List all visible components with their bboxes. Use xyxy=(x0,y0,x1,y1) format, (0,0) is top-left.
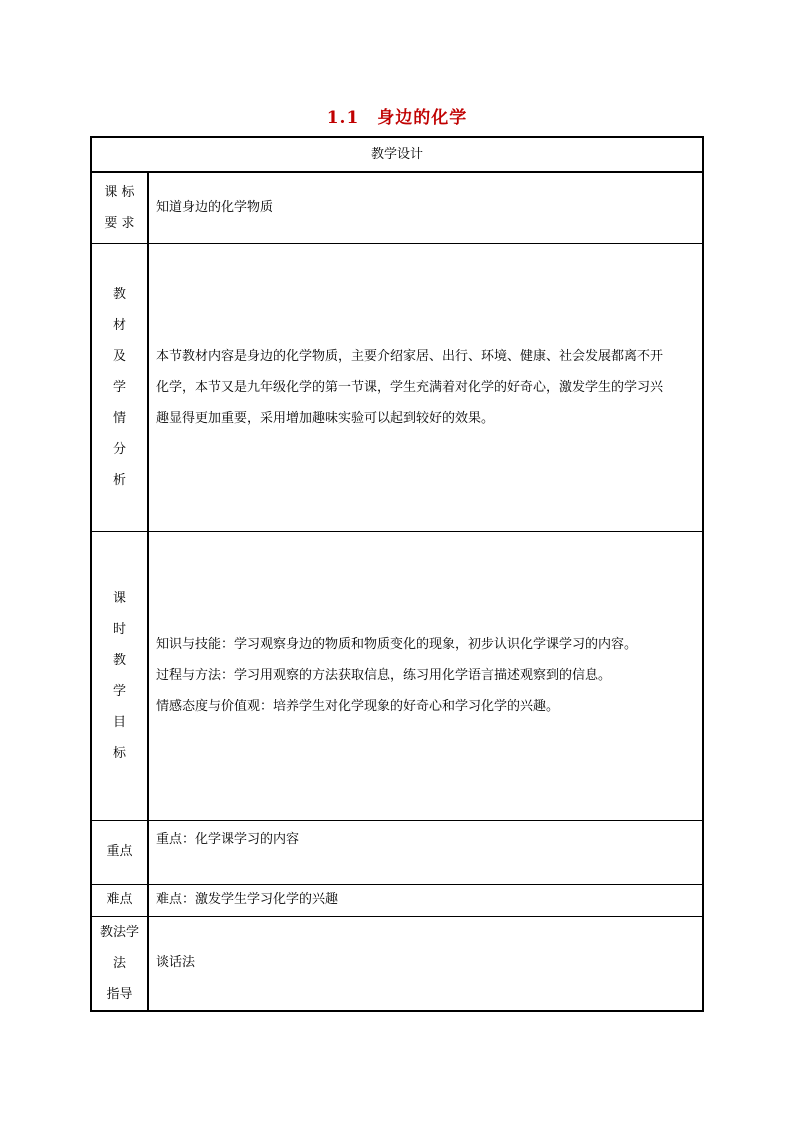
objectives-label-line: 课 xyxy=(112,590,126,606)
difficulty-row xyxy=(91,884,703,916)
objectives-label-line: 时 xyxy=(112,621,126,637)
analysis-content xyxy=(148,243,703,531)
analysis-row xyxy=(91,243,703,531)
teaching-design-table xyxy=(90,136,704,1012)
analysis-label-line: 教 xyxy=(112,286,126,302)
difficulty-label: 难点 xyxy=(91,884,148,916)
objectives-label-line: 目 xyxy=(112,714,126,730)
analysis-text-line: 趣显得更加重要，采用增加趣味实验可以起到较好的效果。 xyxy=(156,410,495,426)
analysis-label xyxy=(91,243,148,531)
method-label xyxy=(91,916,148,1011)
analysis-label-line: 分 xyxy=(112,441,126,457)
standards-label-line: 要 求 xyxy=(104,215,135,231)
standards-label xyxy=(91,172,148,243)
standards-row xyxy=(91,172,703,243)
objective-process: 过程与方法：学习用观察的方法获取信息，练习用化学语言描述观察到的信息。 xyxy=(156,668,612,683)
analysis-label-line: 学 xyxy=(112,379,126,395)
key-point-label: 重点 xyxy=(91,820,148,884)
key-point-content: 重点：化学课学习的内容 xyxy=(148,820,703,884)
objectives-label-line: 学 xyxy=(112,683,126,699)
table-header: 教学设计 xyxy=(91,137,703,172)
standards-content: 知道身边的化学物质 xyxy=(148,172,703,243)
objectives-row xyxy=(91,531,703,820)
document-title: 1.1 身边的化学 xyxy=(326,108,468,128)
method-label-line: 教法学 xyxy=(99,924,139,940)
analysis-label-line: 情 xyxy=(112,410,126,426)
standards-label-line: 课 标 xyxy=(104,184,135,200)
analysis-text-line: 本节教材内容是身边的化学物质，主要介绍家居、出行、环境、健康、社会发展都离不开 xyxy=(156,348,664,364)
objectives-label-line: 教 xyxy=(112,652,126,668)
method-label-line: 法 xyxy=(112,955,126,971)
analysis-label-line: 析 xyxy=(112,472,126,488)
difficulty-content: 难点：激发学生学习化学的兴趣 xyxy=(148,884,703,916)
header-row xyxy=(91,137,703,172)
objectives-label xyxy=(91,531,148,820)
key-point-row xyxy=(91,820,703,884)
analysis-label-line: 及 xyxy=(112,348,126,364)
objective-knowledge: 知识与技能：学习观察身边的物质和物质变化的现象，初步认识化学课学习的内容。 xyxy=(156,637,638,652)
analysis-text-line: 化学，本节又是九年级化学的第一节课，学生充满着对化学的好奇心，激发学生的学习兴 xyxy=(156,379,664,395)
objectives-label-line: 标 xyxy=(112,745,126,761)
analysis-label-line: 材 xyxy=(112,317,126,333)
objectives-content xyxy=(148,531,703,820)
method-label-line: 指导 xyxy=(106,986,133,1002)
method-row xyxy=(91,916,703,1011)
method-content: 谈话法 xyxy=(148,916,703,1011)
objective-attitude: 情感态度与价值观：培养学生对化学现象的好奇心和学习化学的兴趣。 xyxy=(156,699,560,714)
